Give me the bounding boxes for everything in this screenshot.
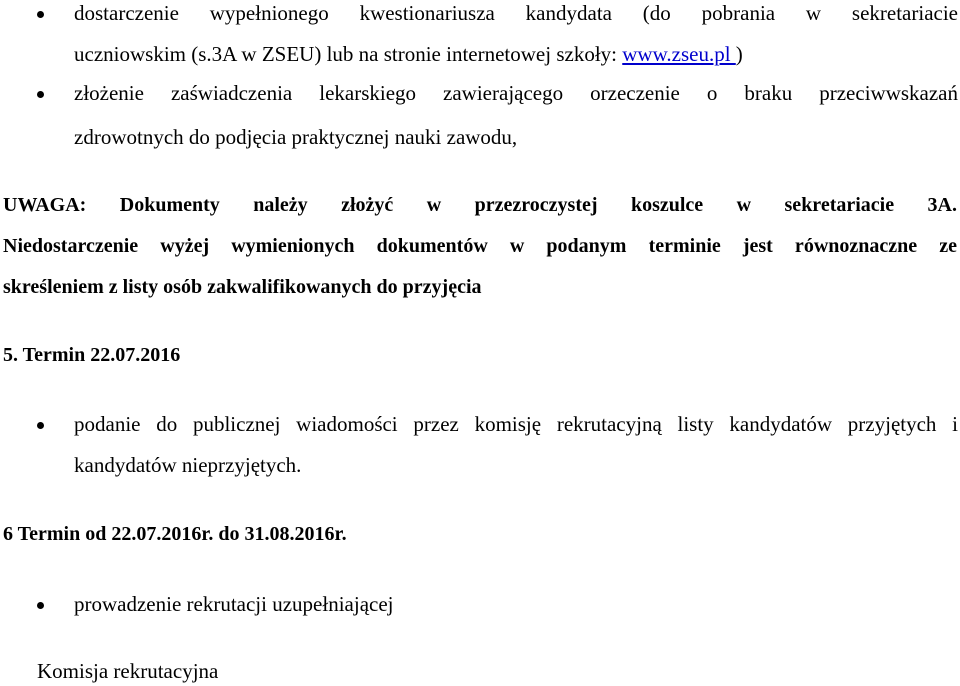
section5-heading: 5. Termin 22.07.2016: [3, 344, 181, 366]
section5-item-line2: kandydatów nieprzyjętych.: [74, 453, 302, 477]
notice-line3: skreśleniem z listy osób zakwalifikowanych do przyjęcia: [3, 276, 482, 298]
list-item-questionnaire-line1: dostarczenie wypełnionego kwestionariusza kandydata (do pobrania w sekretariacie: [74, 1, 958, 25]
list-item-medical-line2: zdrowotnych do podjęcia praktycznej nauki zawodu,: [74, 125, 518, 149]
list-item-medical-line1: złożenie zaświadczenia lekarskiego zawierającego orzeczenie o braku przeciwwskazań: [74, 81, 958, 105]
notice-line2: Niedostarczenie wyżej wymienionych dokumentów w podanym terminie jest równoznaczne ze: [3, 235, 957, 257]
notice-line1: UWAGA: Dokumenty należy złożyć w przezroczystej koszulce w sekretariacie 3A.: [3, 194, 957, 216]
bullet-dot: [37, 11, 44, 18]
section6-heading: 6 Termin od 22.07.2016r. do 31.08.2016r.: [3, 523, 347, 545]
list-item-questionnaire-line2: [74, 42, 743, 66]
section6-item: prowadzenie rekrutacji uzupełniającej: [74, 592, 394, 616]
closing-paren: ): [735, 42, 743, 66]
school-website-link[interactable]: www.zseu.pl: [622, 42, 736, 66]
bullet-dot: [37, 422, 44, 429]
bullet-dot: [37, 91, 44, 98]
section5-item-line1: podanie do publicznej wiadomości przez komisję rekrutacyjną listy kandydatów przyjętych i: [74, 412, 958, 436]
signature: Komisja rekrutacyjna: [37, 659, 219, 683]
bullet-dot: [37, 602, 44, 609]
questionnaire-text: uczniowskim (s.3A w ZSEU) lub na stronie internetowej szkoły:: [74, 42, 623, 66]
